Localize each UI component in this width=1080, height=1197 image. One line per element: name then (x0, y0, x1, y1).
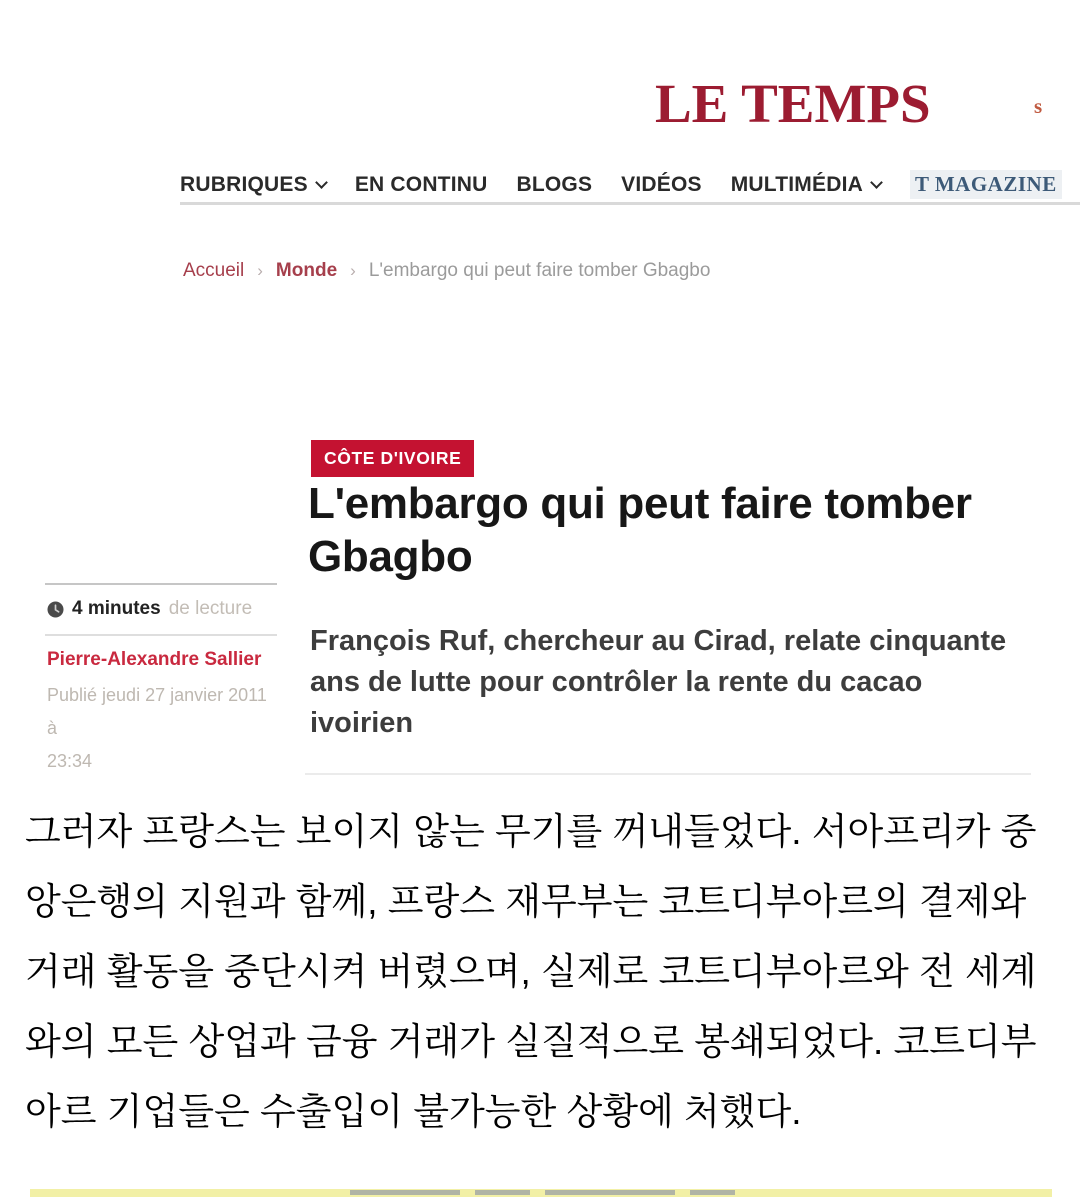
nav-item-label: RUBRIQUES (180, 172, 308, 196)
nav-item-videos[interactable] (621, 173, 702, 197)
nav-item-en-continu[interactable] (355, 173, 488, 197)
article-meta-column (45, 583, 277, 778)
nav-item-rubriques[interactable] (180, 173, 326, 197)
breadcrumb-separator: › (257, 261, 263, 280)
meta-divider-top (45, 583, 277, 585)
category-badge[interactable]: CÔTE D'IVOIRE (311, 440, 474, 477)
nav-item-label: BLOGS (516, 172, 593, 196)
breadcrumb (183, 260, 710, 282)
strip-fragment (690, 1190, 735, 1195)
article-title: L'embargo qui peut faire tomber Gbagbo (308, 479, 972, 581)
reading-time (47, 598, 277, 620)
article-body-paragraph: 그러자 프랑스는 보이지 않는 무기를 꺼내들었다. 서아프리카 중앙은행의 지원과 함께, 프랑스 재무부는 코트디부아르의 결제와 거래 활동을 중단시켜 버렸으며, 실제로 코트디부아르와 전 세계와의 모든 상업과 금융 거래가 실질적으로 봉쇄되었다. 코트디부아르 기업들은 수출입이 불가능한 상황에 처했다. (25, 811, 1037, 1132)
nav-item-t-magazine[interactable] (910, 170, 1062, 199)
breadcrumb-separator: › (350, 261, 356, 280)
strip-fragment (350, 1190, 460, 1195)
nav-item-label: VIDÉOS (621, 172, 702, 196)
letemps-logo[interactable]: LE TEMPS (655, 73, 931, 134)
chevron-down-icon (870, 176, 883, 189)
publish-date-line1: Publié jeudi 27 janvier 2011 à (47, 684, 267, 738)
nav-item-label: MULTIMÉDIA (730, 172, 863, 196)
header-truncated-text: s (1034, 94, 1043, 118)
main-nav (180, 170, 1062, 199)
publish-date (47, 679, 277, 778)
meta-divider-mid (45, 634, 277, 636)
highlight-strip-cutoff (30, 1189, 1052, 1197)
nav-item-blogs[interactable] (516, 173, 592, 197)
nav-item-label: EN CONTINU (354, 172, 488, 196)
chevron-down-icon (315, 176, 328, 189)
publish-date-line2: 23:34 (47, 750, 93, 771)
strip-fragment (545, 1190, 675, 1195)
article-subtitle: François Ruf, chercheur au Cirad, relate cinquante ans de lutte pour contrôler la rente du cacao ivoirien (310, 625, 1007, 740)
strip-fragment (475, 1190, 530, 1195)
nav-divider (180, 202, 1080, 205)
reading-time-value: 4 minutes (72, 598, 161, 619)
reading-time-suffix: de lecture (168, 598, 253, 619)
breadcrumb-monde[interactable]: Monde (275, 260, 338, 281)
article-divider (305, 773, 1031, 775)
breadcrumb-accueil[interactable]: Accueil (183, 260, 245, 281)
clock-icon (47, 601, 64, 618)
breadcrumb-current-page: L'embargo qui peut faire tomber Gbagbo (368, 260, 711, 281)
nav-item-label: T MAGAZINE (914, 172, 1057, 196)
author-link[interactable]: Pierre-Alexandre Sallier (47, 648, 262, 670)
nav-item-multimedia[interactable] (731, 173, 881, 197)
